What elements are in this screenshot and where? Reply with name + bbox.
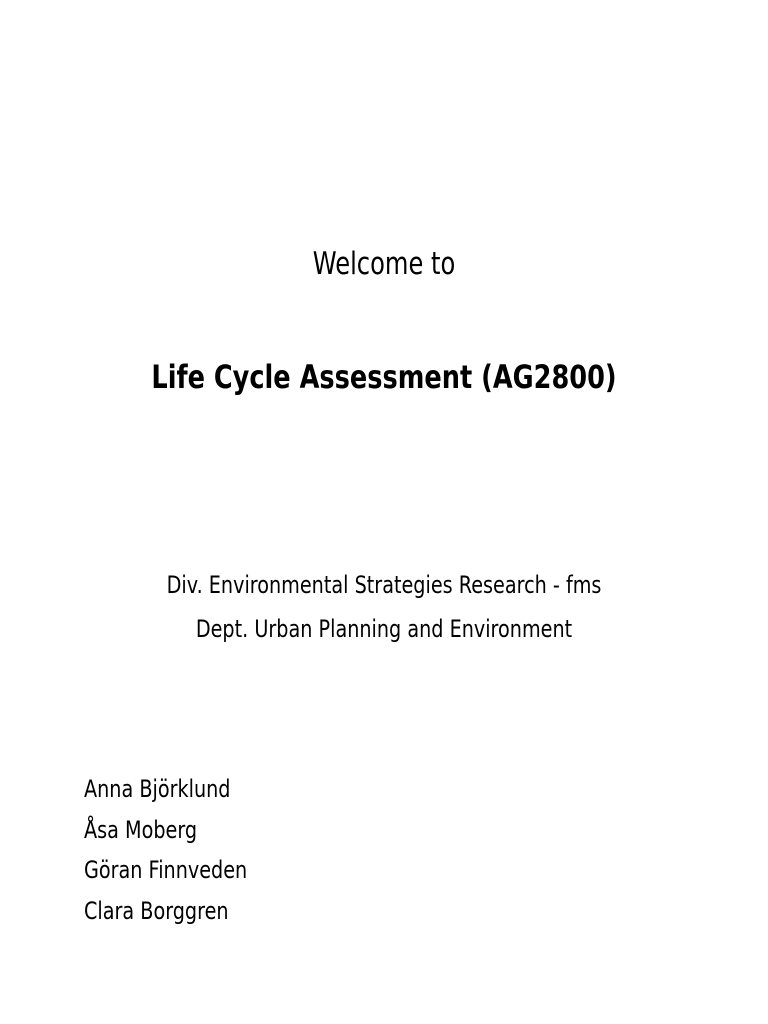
author-list	[84, 769, 247, 931]
author-name: Clara Borggren	[84, 896, 229, 925]
author-name: Göran Finnveden	[84, 856, 248, 884]
division-line: Div. Environmental Strategies Research - fms	[166, 571, 602, 599]
course-title: Life Cycle Assessment (AG2800)	[151, 358, 617, 396]
department-line: Dept. Urban Planning and Environment	[195, 615, 573, 643]
author-name: Åsa Moberg	[84, 815, 198, 844]
author-name: Anna Björklund	[84, 775, 231, 803]
department-block	[77, 563, 691, 651]
welcome-line: Welcome to	[312, 246, 456, 282]
